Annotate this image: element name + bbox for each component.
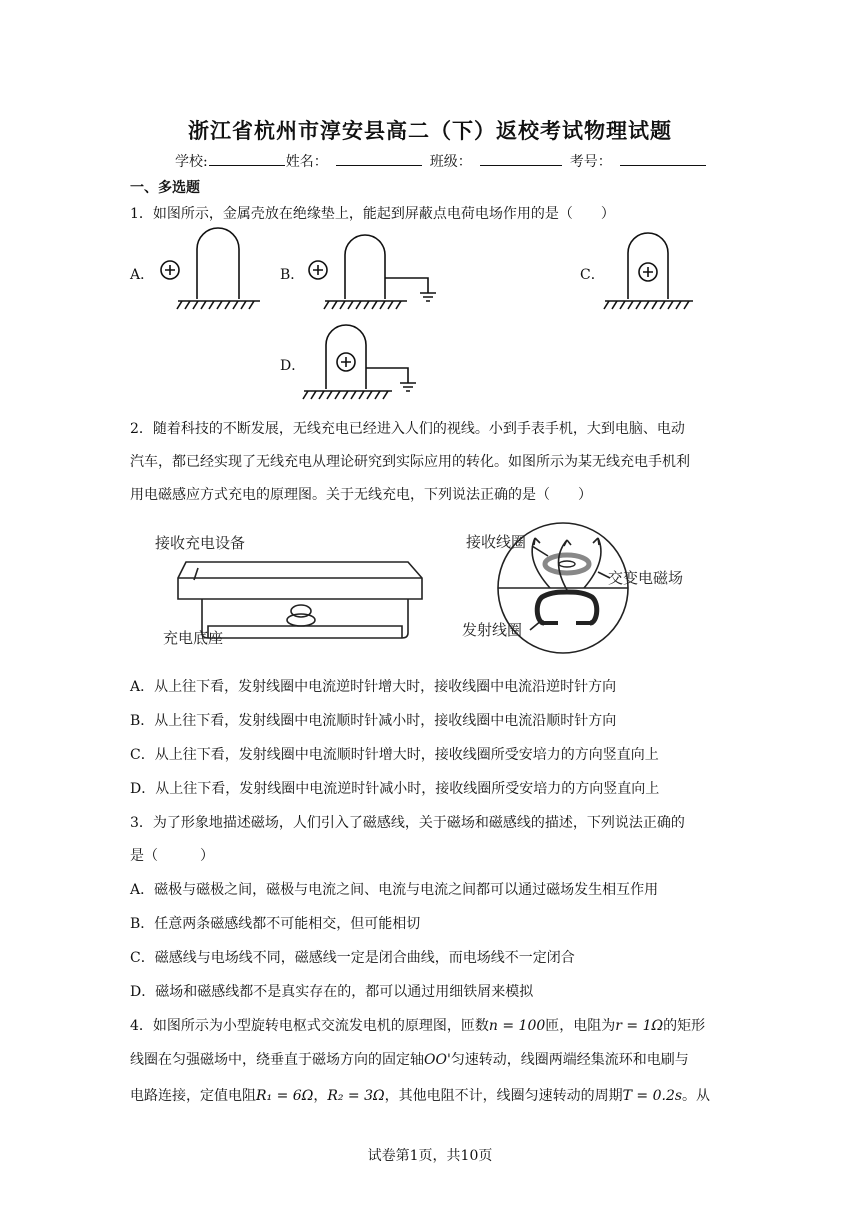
q2-option-b: B．从上往下看，发射线圈中电流顺时针减小时，接收线圈中电流沿顺时针方向 <box>130 713 617 729</box>
q4-line-1 <box>130 1015 705 1035</box>
q4-line-2-text-a: 线圈在匀强磁场中，绕垂直于磁场方向的固定轴 <box>130 1052 424 1068</box>
q4-line-1-text-c: 的矩形 <box>663 1018 706 1034</box>
q3-stem-line-1: 3．为了形象地描述磁场，人们引入了磁感线，关于磁场和磁感线的描述，下列说法正确的 <box>130 815 685 831</box>
q4-period-value: T = 0.2s <box>622 1088 683 1104</box>
q4-r1-value: R₁ = 6Ω <box>256 1088 314 1104</box>
q1-stem: 1．如图所示，金属壳放在绝缘垫上，能起到屏蔽点电荷电场作用的是（ ） <box>130 206 615 222</box>
q3-option-d: D．磁场和磁感线都不是真实存在的，都可以通过用细铁屑来模拟 <box>130 984 534 1000</box>
q4-line-2-text-b: 匀速转动，线圈两端经集流环和电刷与 <box>450 1052 689 1068</box>
q4-axis-symbol: OO' <box>424 1052 451 1068</box>
name-label: 姓名： <box>285 154 328 170</box>
transmitting-coil-label: 发射线圈 <box>462 621 523 639</box>
q2-option-d: D．从上往下看，发射线圈中电流逆时针减小时，接收线圈所受安培力的方向竖直向上 <box>130 781 660 797</box>
q1-option-c-label: C． <box>580 267 605 283</box>
alternating-field-label: 交变电磁场 <box>608 569 684 587</box>
q1-figure-a <box>161 228 260 309</box>
q1-figure-c <box>604 233 693 309</box>
q3-option-b: B．任意两条磁感线都不可能相交，但可能相切 <box>130 916 421 932</box>
page-title: 浙江省杭州市淳安县高二（下）返校考试物理试题 <box>188 118 672 143</box>
q3-option-a: A．磁极与磁极之间，磁极与电流之间、电流与电流之间都可以通过磁场发生相互作用 <box>130 882 659 898</box>
receiving-coil-label: 接收线圈 <box>466 533 527 551</box>
class-label: 班级： <box>429 154 472 170</box>
q4-r2-value: R₂ = 3Ω <box>327 1088 385 1104</box>
page-footer: 试卷第1页，共10页 <box>367 1148 493 1164</box>
q2-stem-line-2: 汽车，都已经实现了无线充电从理论研究到实际应用的转化。如图所示为某无线充电手机利 <box>130 454 690 470</box>
q4-line-3-text-a: 电路连接，定值电阻 <box>130 1088 256 1104</box>
q2-figure <box>130 520 750 670</box>
q1-figure-d <box>303 325 416 399</box>
q4-line-1-text-a: 4．如图所示为小型旋转电枢式交流发电机的原理图，匝数 <box>130 1018 489 1034</box>
q2-stem-line-1: 2．随着科技的不断发展，无线充电已经进入人们的视线。小到手表手机，大到电脑、电动 <box>130 421 685 437</box>
q4-line-3-text-b: ，其他电阻不计，线圈匀速转动的周期 <box>384 1088 623 1104</box>
q4-line-3 <box>130 1085 710 1105</box>
q4-coil-resistance: r = 1Ω <box>615 1018 664 1034</box>
q4-line-3-separator: ， <box>313 1088 328 1104</box>
q4-line-3-text-c: 。从 <box>682 1088 711 1104</box>
q4-line-2 <box>130 1049 689 1069</box>
q1-figure-b <box>309 235 436 309</box>
q1-figures <box>0 0 860 420</box>
q3-option-c: C．磁感线与电场线不同，磁感线一定是闭合曲线，而电场线不一定闭合 <box>130 950 575 966</box>
q1-option-d-label: D． <box>280 358 306 374</box>
q4-turns-value: n = 100 <box>488 1018 546 1034</box>
q4-line-1-text-b: 匝，电阻为 <box>545 1018 616 1034</box>
q3-stem-line-2: 是（ ） <box>130 848 214 864</box>
receiver-device-label: 接收充电设备 <box>155 534 246 552</box>
section-heading: 一、多选题 <box>130 180 200 196</box>
school-label: 学校: <box>175 154 208 170</box>
q2-stem-line-3: 用电磁感应方式充电的原理图。关于无线充电，下列说法正确的是（ ） <box>130 487 592 503</box>
q2-option-a: A．从上往下看，发射线圈中电流逆时针增大时，接收线圈中电流沿逆时针方向 <box>130 679 617 695</box>
q1-option-a-label: A． <box>130 267 155 283</box>
charging-base-label: 充电底座 <box>163 629 224 647</box>
q1-option-b-label: B． <box>280 267 305 283</box>
q2-option-c: C．从上往下看，发射线圈中电流顺时针增大时，接收线圈所受安培力的方向竖直向上 <box>130 747 659 763</box>
number-label: 考号： <box>569 154 612 170</box>
